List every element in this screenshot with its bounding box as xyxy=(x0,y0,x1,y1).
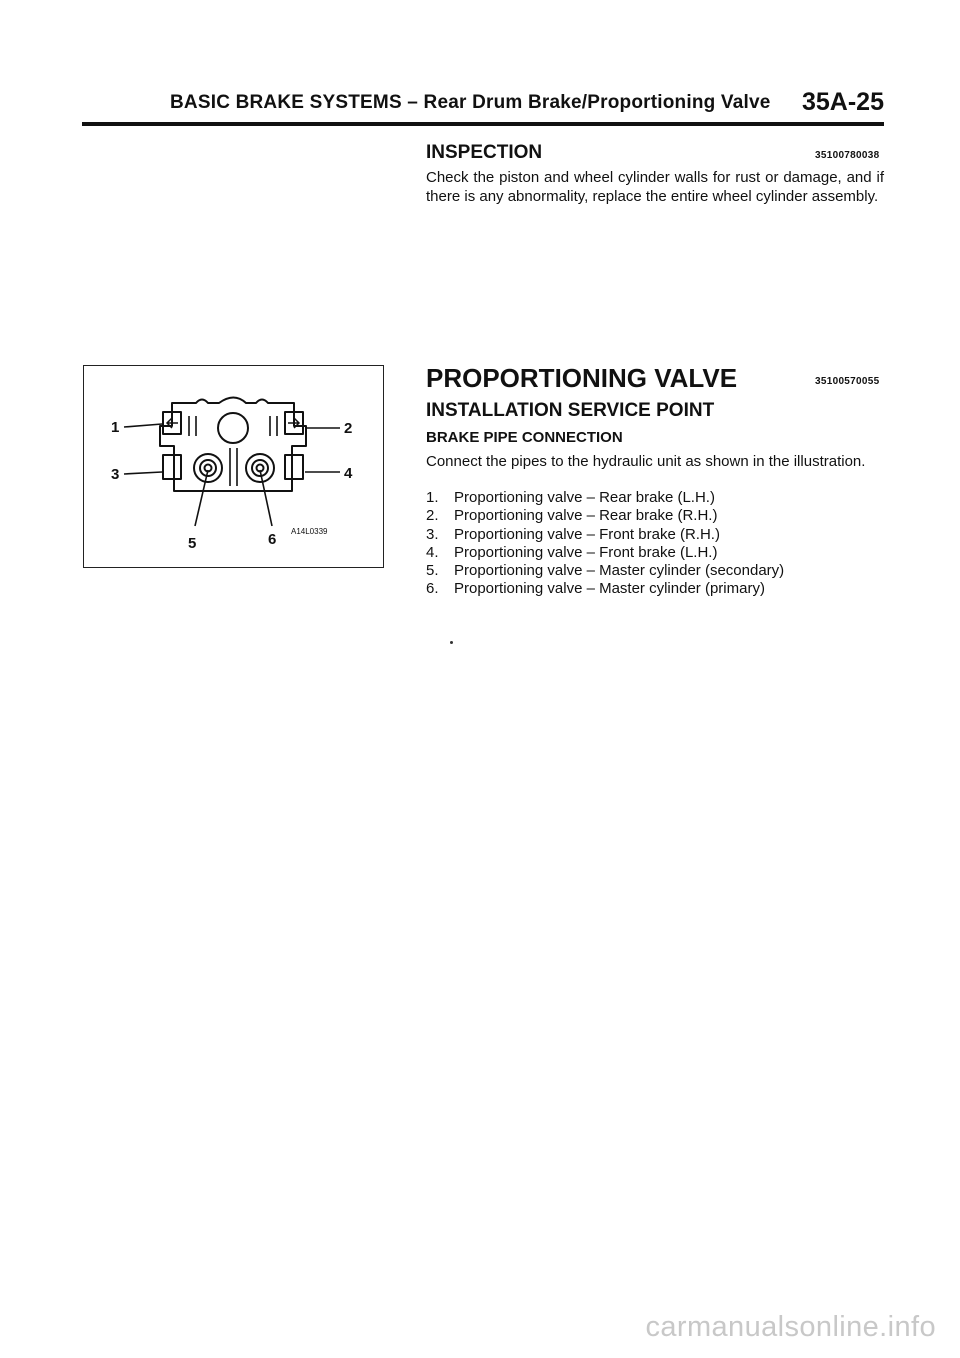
outlet-port-4 xyxy=(285,455,303,479)
center-cap xyxy=(218,413,248,443)
list-item: 4. Proportioning valve – Front brake (L.H.) xyxy=(426,543,718,561)
callout-6: 6 xyxy=(268,531,277,548)
list-item: 5. Proportioning valve – Master cylinder (secondary) xyxy=(426,562,785,580)
inlet-port-5 xyxy=(194,454,222,482)
proportioning-valve-figure xyxy=(83,365,384,568)
inspection-title: INSPECTION xyxy=(426,142,543,163)
section-heading: BASIC BRAKE SYSTEMS – Rear Drum Brake/Proportioning Valve xyxy=(170,92,771,113)
inlet-port-6 xyxy=(246,454,274,482)
connection-steps-list xyxy=(426,489,784,599)
valve-diagram xyxy=(84,366,385,569)
callout-2: 2 xyxy=(344,420,353,437)
list-item: 6. Proportioning valve – Master cylinder (primary) xyxy=(426,580,765,598)
list-item: 2. Proportioning valve – Rear brake (R.H.) xyxy=(426,507,718,525)
connection-intro-text: Connect the pipes to the hydraulic unit as shown in the illustration. xyxy=(426,453,866,470)
list-item: 1. Proportioning valve – Rear brake (L.H.) xyxy=(426,489,715,506)
proportioning-valve-code: 35100570055 xyxy=(815,376,880,387)
figure-code: A14L0339 xyxy=(291,527,328,536)
inspection-code: 35100780038 xyxy=(815,150,880,161)
brake-pipe-connection-title: BRAKE PIPE CONNECTION xyxy=(426,429,623,446)
callout-3: 3 xyxy=(111,466,120,483)
list-item: 3. Proportioning valve – Front brake (R.H.) xyxy=(426,525,720,543)
outlet-port-3 xyxy=(163,455,181,479)
callout-5: 5 xyxy=(188,535,197,552)
stray-dot xyxy=(450,641,453,644)
inspection-text: Check the piston and wheel cylinder walls for rust or damage, and if there is any abnormality, replace the entire wheel cylinder assembly. xyxy=(426,169,884,205)
callout-4: 4 xyxy=(344,465,353,482)
proportioning-valve-title: PROPORTIONING VALVE xyxy=(426,363,738,393)
page-header xyxy=(82,88,884,126)
callout-1: 1 xyxy=(111,419,120,436)
installation-service-point-title: INSTALLATION SERVICE POINT xyxy=(426,400,715,421)
watermark: carmanualsonline.info xyxy=(645,1311,936,1343)
page-number: 35A-25 xyxy=(802,88,884,116)
